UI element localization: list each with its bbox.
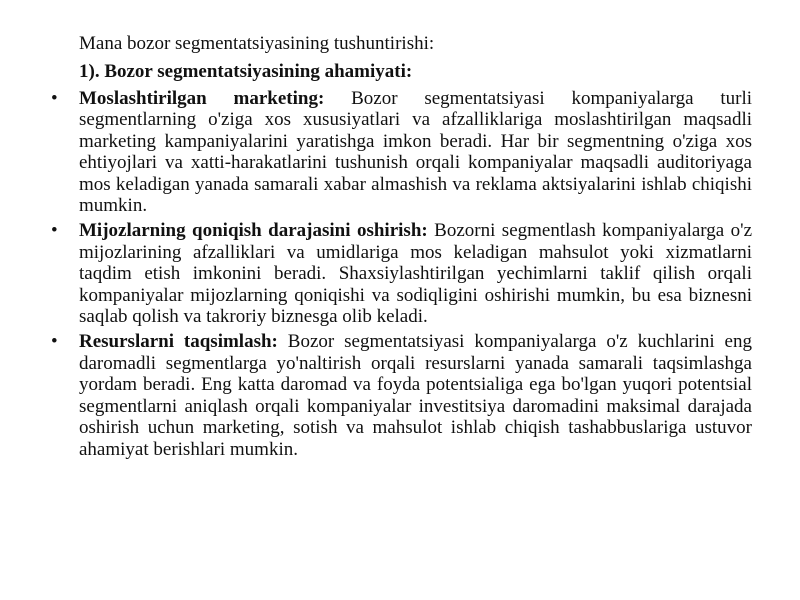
bullet-text: Bozor segmentatsiyasi kompaniyalarga turli segmentlarning o'ziga xos xususiyatlari va afzalliklariga moslashtirilgan maqsadli marketing kampaniyalarini yaratishga imkon beradi. Har bir segmentning o'ziga xos ehtiyojlari va xatti-harakatlarini tushunish orqali kompaniyalar maqsadli auditoriyaga mos keladigan yanada samarali xabar almashish va reklama aktsiyalarini ishlab chiqishi mumkin.	[79, 88, 752, 217]
list-item	[51, 220, 753, 328]
list-item	[51, 331, 752, 460]
intro-text: Mana bozor segmentatsiyasining tushuntirishi:	[79, 33, 435, 54]
bullet-title: Resurslarni taqsimlash:	[79, 331, 278, 353]
list-item	[51, 88, 752, 217]
bullet-icon: •	[51, 88, 58, 109]
bullet-title: Moslashtirilgan marketing:	[79, 88, 325, 109]
bullet-text: Bozorni segmentlash kompaniyalarga o'z mijozlarining afzalliklari va umidlariga mos keladigan mahsulot yoki xizmatlarni taqdim etish imkonini beradi. Shaxsiylashtirilgan yechimlarni taklif qilish orqali kompaniyalar mijozlarning qoniqishi va sodiqligini oshirishi mumkin, bu esa biznesni saqlab qolish va takroriy biznesga olib keladi.	[79, 220, 753, 328]
section-heading: 1). Bozor segmentatsiyasining ahamiyati:	[79, 61, 413, 82]
bullet-title: Mijozlarning qoniqish darajasini oshirish:	[79, 220, 428, 242]
bullet-icon: •	[51, 331, 58, 353]
bullet-text: Bozor segmentatsiyasi kompaniyalarga o'z kuchlarini eng daromadli segmentlarga yo'naltirish orqali resurslarni yanada samarali taqsimlashga yordam beradi. Eng katta daromad va foyda potentsialiga ega bo'lgan yuqori potentsial segmentlarni aniqlash orqali kompaniyalar investitsiya daromadini maksimal darajada oshirish uchun marketing, sotish va mahsulot ishlab chiqish tashabbuslariga ustuvor ahamiyat berishlari mumkin.	[79, 331, 752, 460]
bullet-list	[51, 88, 753, 464]
bullet-icon: •	[51, 220, 58, 242]
